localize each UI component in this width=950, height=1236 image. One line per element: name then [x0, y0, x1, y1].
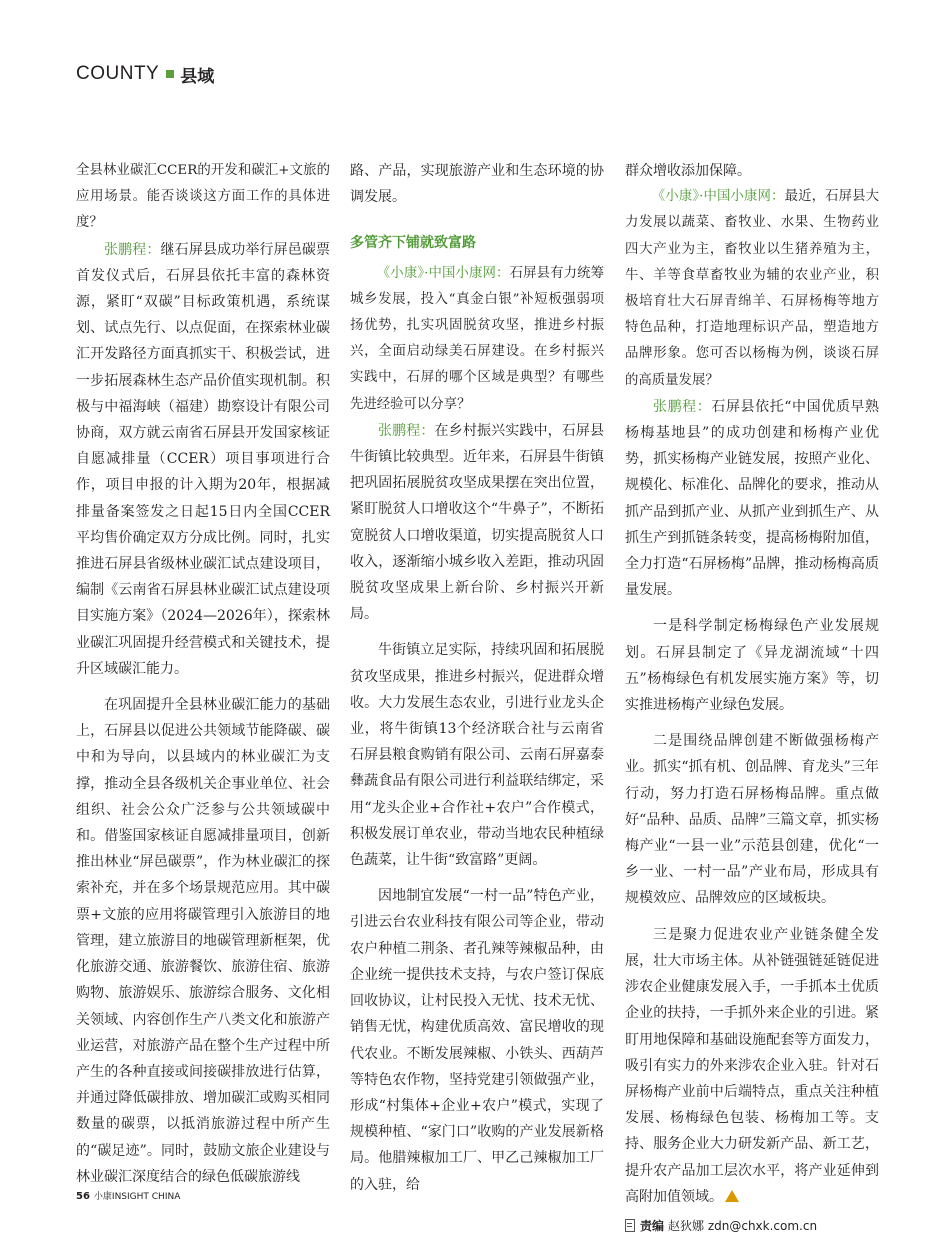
- column-2: [350, 158, 604, 1198]
- section-region: 县域: [180, 66, 215, 87]
- body-paragraph: 二是围绕品牌创建不断做强杨梅产业。抓实“抓有机、创品牌、育龙头”三年行动，努力打造石屏杨梅品牌。重点做好“品种、品质、品牌”三篇文章，抓实杨梅产业“一县一业”示范县创建，优化“一乡一业、一村一品”产业布局，形成具有规模效应、品牌效应的区域板块。: [625, 733, 879, 907]
- answer-text: 继石屏县成功举行屏邑碳票首发仪式后，石屏县依托丰富的森林资源，紧盯“双碳”目标政策机遇，系统谋划、试点先行、以点促面，在探索林业碳汇开发路径方面真抓实干、积极尝试，进一步拓展森林生态产品价值实现机制。积极与中福海峡（福建）勘察设计有限公司协商，双方就云南省石屏县开发国家核证自愿减排量（CCER）项目事项进行合作，项目申报的计入期为20年，根据减排量备案签发之日起15日内全国CCER平均售价确定双方分成比例。同时，扎实推进石屏县省级林业碳汇试点建设项目，编制《云南省石屏县林业碳汇试点建设项目实施方案》（2024—2026年），探索林业碳汇巩固提升经营模式和关键技术，提升区域碳汇能力。: [76, 241, 331, 677]
- speaker-label: 张鹏程：: [653, 398, 712, 415]
- editor-role: 责编: [640, 1218, 665, 1233]
- body-paragraph: 牛街镇立足实际，持续巩固和拓展脱贫攻坚成果，推进乡村振兴，促进群众增收。大力发展生态农业，引进行业龙头企业，将牛街镇13个经济联合社与云南省石屏县粮食购销有限公司、云南石屏嘉泰彝蔬食品有限公司进行利益联结绑定，采用“龙头企业+合作社+农户”合作模式，积极发展订单农业，带动当地农民种植绿色蔬菜，让牛街“致富路”更阔。: [350, 642, 604, 869]
- answer-text: 在乡村振兴实践中，石屏县牛街镇比较典型。近年来，石屏县牛街镇把巩固拓展脱贫攻坚成果摆在突出位置，紧盯脱贫人口增收这个“牛鼻子”，不断拓宽脱贫人口增收渠道，切实提高脱贫人口收入，逐渐缩小城乡收入差距，推动巩固脱贫攻坚成果上新台阶、乡村振兴开新局。: [350, 422, 605, 623]
- answer-text: 石屏县依托“中国优质早熟杨梅基地县”的成功创建和杨梅产业优势，抓实杨梅产业链发展，按照产业化、规模化、标准化、品牌化的要求，推动从抓产品到抓产业、从抓产业到抓生产、从抓生产到抓链条转变，提高杨梅附加值，全力打造“石屏杨梅”品牌，推动杨梅高质量发展。: [625, 398, 879, 599]
- body-paragraph: 因地制宜发展“一村一品”特色产业，引进云台农业科技有限公司等企业，带动农户种植二荆条、者孔辣等辣椒品种，由企业统一提供技术支持，与农户签订保底回收协议，让村民投入无忧、技术无忧、销售无忧，构建优质高效、富民增收的现代农业。不断发展辣椒、小铁头、西葫芦等特色农作物，坚持党建引领做强产业，形成“村集体+企业+农户”模式，实现了规模种植、“家门口”收购的产业发展新格局。他腊辣椒加工厂、甲乙己辣椒加工厂的入驻，给: [350, 888, 604, 1193]
- body-paragraph-final: [625, 922, 879, 1210]
- page-header: [76, 62, 214, 86]
- column-1: [76, 158, 330, 1190]
- question-paragraph: [350, 261, 604, 418]
- answer-paragraph: [625, 394, 879, 604]
- answer-paragraph: [350, 418, 604, 628]
- page-footer: [76, 1189, 180, 1202]
- final-text: 三是聚力促进农业产业链条健全发展，壮大市场主体。从补链强链延链促进涉农企业健康发展入手，一手抓本土优质企业的扶持，一手抓外来企业的引进。紧盯用地保障和基础设施配套等方面发力，吸引有实力的外来涉农企业入驻。针对石屏杨梅产业前中后端特点，重点关注种植发展、杨梅绿色包装、杨梅加工等。支持、服务企业大力研发新产品、新工艺，提升农产品加工层次水平，将产业延伸到高附加值领域。: [625, 926, 879, 1205]
- question-source: 《小康》·中国小康网：: [376, 265, 510, 281]
- answer-paragraph: [76, 237, 330, 682]
- body-paragraph: 一是科学制定杨梅绿色产业发展规划。石屏县制定了《异龙湖流域“十四五”杨梅绿色有机发展实施方案》等，切实推进杨梅产业绿色发展。: [625, 618, 879, 714]
- section-label: COUNTY: [76, 63, 160, 84]
- subheading: 多管齐下铺就致富路: [350, 235, 476, 252]
- column-3: [625, 158, 879, 1236]
- end-mark-icon: [725, 1190, 739, 1202]
- editor-credit: [625, 1216, 879, 1236]
- editor-info: 赵狄娜 zdn@chxk.com.cn: [668, 1218, 818, 1233]
- question-text: 石屏县有力统筹城乡发展，投入“真金白银”补短板强弱项扬优势，扎实巩固脱贫攻坚，推进乡村振兴，全面启动绿美石屏建设。在乡村振兴实践中，石屏的哪个区域是典型？有哪些先进经验可以分享？: [350, 265, 605, 412]
- body-paragraph-tail: 群众增收添加保障。: [625, 163, 751, 179]
- document-icon: [625, 1219, 635, 1232]
- green-square-marker: [166, 70, 174, 78]
- question-text: 最近，石屏县大力发展以蔬菜、畜牧业、水果、生物药业四大产业为主，畜牧业以生猪养殖为主，牛、羊等食草畜牧业为辅的农业产业，积极培育壮大石屏青绵羊、石屏杨梅等地方特色品种，打造地理标识产品，塑造地方品牌形象。您可否以杨梅为例，谈谈石屏的高质量发展？: [625, 189, 880, 388]
- body-paragraph: 在巩固提升全县林业碳汇能力的基础上，石屏县以促进公共领域节能降碳、碳中和为导向，以县域内的林业碳汇为支撑，推动全县各级机关企事业单位、社会组织、社会公众广泛参与公共领域碳中和。借鉴国家核证自愿减排量项目，创新推出林业“屏邑碳票”，作为林业碳汇的探索补充，并在多个场景规范应用。其中碳票+文旅的应用将碳管理引入旅游目的地管理，建立旅游目的地碳管理新框架，优化旅游交通、旅游餐饮、旅游住宿、旅游购物、旅游娱乐、旅游综合服务、文化相关领域、内容创作生产八类文化和旅游产业运营，对旅游产品在整个生产过程中所产生的各种直接或间接碳排放进行估算，并通过降低碳排放、增加碳汇或购买相同数量的碳票，以抵消旅游过程中所产生的“碳足迹”。同时，鼓励文旅企业建设与林业碳汇深度结合的绿色低碳旅游线: [76, 697, 330, 1185]
- question-paragraph: [625, 184, 879, 394]
- question-tail: 全县林业碳汇CCER的开发和碳汇+文旅的应用场景。能否谈谈这方面工作的具体进度？: [76, 163, 330, 231]
- question-source: 《小康》·中国小康网：: [651, 189, 785, 205]
- body-paragraph-tail: 路、产品，实现旅游产业和生态环境的协调发展。: [350, 163, 604, 206]
- speaker-label: 张鹏程：: [378, 422, 435, 439]
- page-number: 56: [76, 1191, 90, 1202]
- magazine-name: 小康INSIGHT CHINA: [93, 1192, 181, 1202]
- speaker-label: 张鹏程：: [104, 241, 161, 258]
